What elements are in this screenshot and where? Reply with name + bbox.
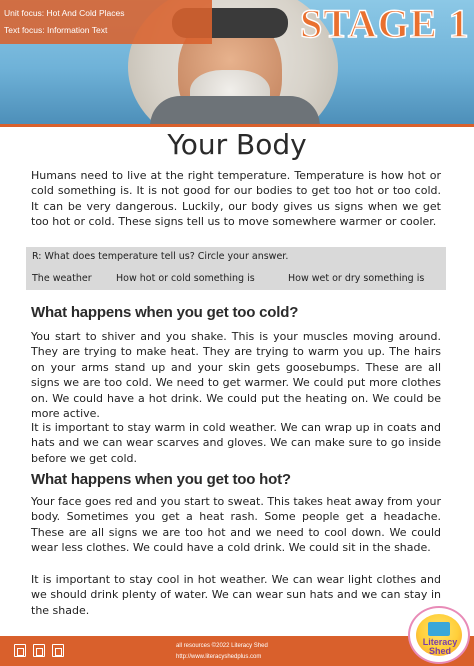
text-focus: Text focus: Information Text (4, 25, 108, 35)
house-icon (33, 644, 45, 657)
logo-text: Literacy Shed (422, 637, 458, 656)
section-heading-cold: What happens when you get too cold? (31, 304, 299, 321)
header-photo (0, 0, 474, 124)
literacy-shed-logo (408, 606, 470, 664)
hot-paragraph-2: It is important to stay cool in hot weather. We can wear light clothes and we should drink plenty of water. We can wear sun hats and we can stay in the shade. (31, 573, 441, 617)
answer-option-1[interactable]: The weather (32, 273, 92, 284)
focus-banner (0, 0, 212, 44)
page-title: Your Body (167, 128, 307, 161)
answer-option-3[interactable]: How wet or dry something is (288, 273, 425, 284)
cold-paragraph-2: It is important to stay warm in cold weather. We can wrap up in coats and hats and we can wear scarves and gloves. We can make sure to go inside before we get cold. (31, 421, 441, 465)
section-heading-hot: What happens when you get too hot? (31, 471, 291, 488)
question-box (26, 247, 446, 290)
question-prompt: R: What does temperature tell us? Circle your answer. (32, 251, 289, 262)
house-icon (14, 644, 26, 657)
hot-paragraph-1: Your face goes red and you start to sweat. This takes heat away from your body. Sometimes you get a heat rash. Some people get a headache. These are all signs we are too hot and we need to cool down. We could wear less clothes. We could have a cold drink. We could sit in the shade. (31, 495, 441, 555)
unit-focus: Unit focus: Hot And Cold Places (4, 8, 125, 18)
intro-paragraph: Humans need to live at the right temperature. Temperature is how hot or cold something is. It is not good for our bodies to get too hot or too cold. It can be very dangerous. Luckily, our body gives us signs when we get too hot or cold. These signs tell us to move somewhere warmer or cooler. (31, 169, 441, 229)
header-rule (0, 124, 474, 127)
stage-label: STAGE 1 (300, 1, 470, 46)
website-link[interactable]: http://www.literacyshedplus.com (176, 654, 262, 660)
cold-paragraph-1: You start to shiver and you shake. This is your muscles moving around. They are trying to make heat. They are trying to warm you up. The hairs on your arms stand up and your skin gets goosebumps. These are all signs we are too cold. We need to get warmer. We could put more clothes on. We could have a hot drink. We could put the heating on. We could be more active. (31, 330, 441, 421)
answer-option-2[interactable]: How hot or cold something is (116, 273, 255, 284)
copyright-text: all resources ©2022 Literacy Shed (176, 643, 268, 649)
book-icon (428, 622, 450, 636)
coat (150, 96, 320, 124)
footer-bar (0, 636, 474, 666)
house-icon (52, 644, 64, 657)
